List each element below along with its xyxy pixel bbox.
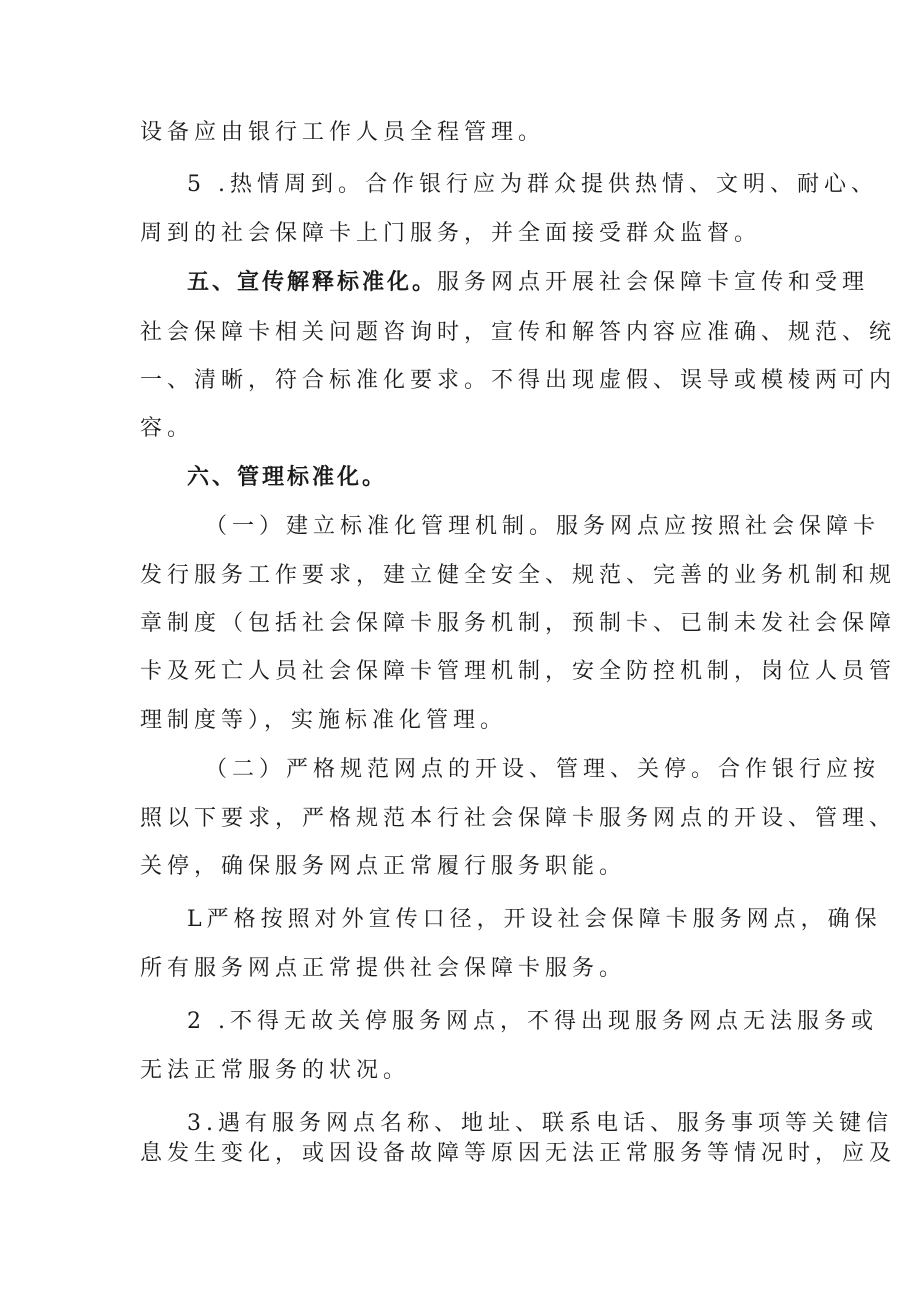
line-text: 章制度（包括社会保障卡服务机制，预制卡、已制未发社会保障 — [140, 611, 897, 636]
line-text: 发行服务工作要求，建立健全安全、规范、完善的业务机制和规 — [140, 563, 897, 588]
paragraph-line — [140, 414, 194, 444]
paragraph-line — [140, 219, 761, 249]
paragraph-line — [205, 512, 880, 542]
line-text: 卡及死亡人员社会保障卡管理机制，安全防控机制，岗位人员管 — [140, 659, 897, 684]
line-text: L严格按照对外宣传口径，开设社会保障卡服务网点，确保 — [187, 907, 882, 932]
paragraph-line — [140, 318, 896, 348]
line-text: 社会保障卡相关问题咨询时，宣传和解答内容应准确、规范、统 — [140, 320, 897, 345]
line-text: 理制度等），实施标准化管理。 — [140, 708, 508, 733]
line-text: 关停，确保服务网点正常履行服务职能。 — [140, 854, 627, 879]
paragraph-line — [187, 463, 387, 493]
paragraph-line — [187, 170, 878, 200]
line-text: 周到的社会保障卡上门服务，并全面接受群众监督。 — [140, 221, 762, 246]
paragraph-line — [140, 366, 896, 396]
paragraph-line — [187, 1109, 893, 1139]
line-text: （二）严格规范网点的开设、管理、关停。合作银行应按 — [205, 757, 881, 782]
line-text: 息发生变化，或因设备故障等原因无法正常服务等情况时，应及 — [140, 1141, 897, 1166]
paragraph-line — [140, 1056, 410, 1086]
line-text: 无法正常服务的状况。 — [140, 1058, 411, 1083]
paragraph-line — [140, 706, 507, 736]
line-text: 5 .热情周到。合作银行应为群众提供热情、文明、耐心、 — [187, 172, 878, 197]
paragraph-line — [140, 804, 896, 834]
line-text: （一）建立标准化管理机制。服务网点应按照社会保障卡 — [205, 514, 881, 539]
line-text: 一、清晰，符合标准化要求。不得出现虚假、误导或模棱两可内 — [140, 368, 897, 393]
paragraph-line — [140, 609, 896, 639]
line-text: 服务网点开展社会保障卡宣传和受理 — [437, 270, 870, 295]
paragraph-line — [140, 657, 896, 687]
paragraph-line — [140, 852, 626, 882]
line-text: 3.遇有服务网点名称、地址、联系电话、服务事项等关键信 — [187, 1111, 893, 1136]
section-heading: 六、管理标准化。 — [187, 465, 388, 490]
paragraph-line — [140, 1139, 896, 1169]
line-text: 2 .不得无故关停服务网点，不得出现服务网点无法服务或 — [187, 1009, 878, 1034]
paragraph-line — [187, 268, 869, 298]
line-text: 照以下要求，严格规范本行社会保障卡服务网点的开设、管理、 — [140, 806, 897, 831]
paragraph-line — [140, 561, 896, 591]
line-text: 所有服务网点正常提供社会保障卡服务。 — [140, 956, 627, 981]
line-text: 容。 — [140, 416, 195, 441]
line-text: 设备应由银行工作人员全程管理。 — [140, 120, 546, 145]
paragraph-line — [187, 1007, 878, 1037]
paragraph-line — [205, 755, 880, 785]
paragraph-line — [140, 118, 545, 148]
section-heading: 五、宣传解释标准化。 — [187, 270, 438, 295]
paragraph-line — [187, 905, 882, 935]
paragraph-line — [140, 954, 626, 984]
